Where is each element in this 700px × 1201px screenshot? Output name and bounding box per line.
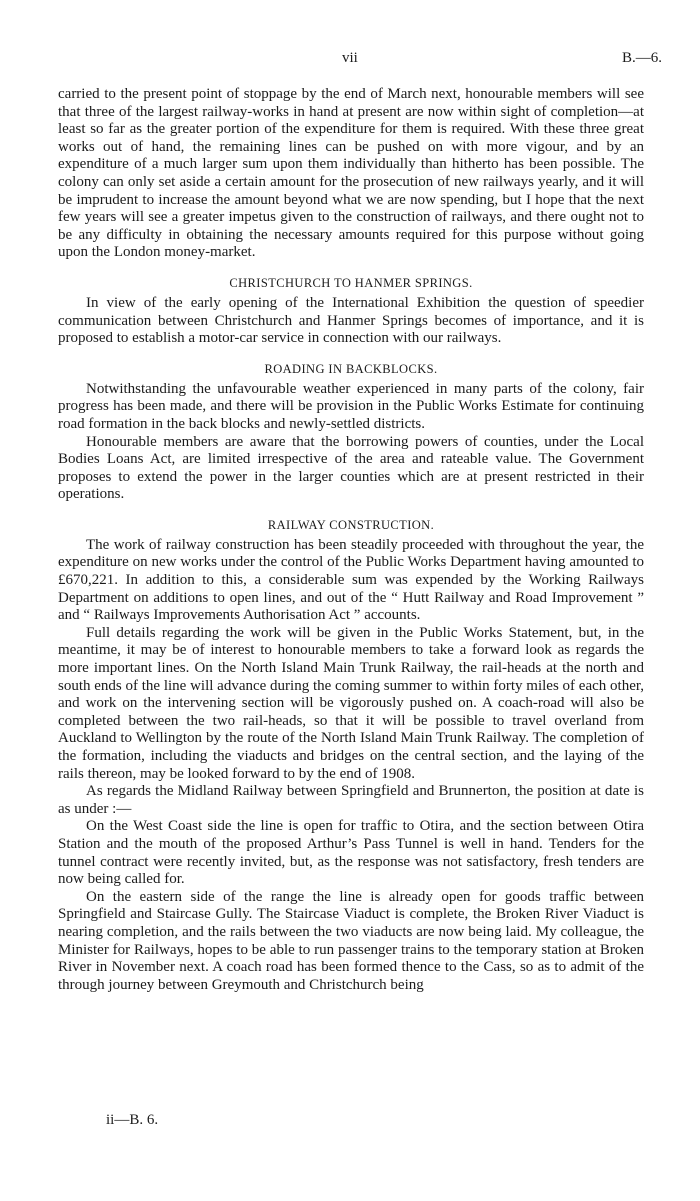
document-ref: B.—6.: [621, 50, 662, 66]
heading-roading-backblocks: ROADING IN BACKBLOCKS.: [264, 361, 438, 376]
paragraph-continuation: carried to the present point of stoppage by the end of March next, honourable members will see that three of the largest railway-works in hand at present are now within sight of completion—at least so far as the greater portion of the expenditure for them is required. With these three great works out of hand, the remaining lines can be pushed on with more vigour, and by an expenditure of a much larger sum upon them individually than hitherto has been possible. The colony can only set aside a certain amount for the prosecution of new railways yearly, and it will be imprudent to increase the amount beyond what we are now spending, but I hope that the next few years will see a greater impetus given to the construction of railways, and there ought not to be any difficulty in obtaining the necessary amounts required for this purpose without going upon the London money-market.: [58, 86, 644, 261]
paragraph-roading: Notwithstanding the unfavourable weather experienced in many parts of the colony, fair progress has been made, and there will be provision in the Public Works Estimate for continuing road formation in the back blocks and newly-settled districts.: [58, 380, 644, 432]
paragraph-west-coast: On the West Coast side the line is open for traffic to Otira, and the section between Otira Station and the mouth of the proposed Arthur’s Pass Tunnel is well in hand. Tenders for the tunnel contract were recently invited, but, as the response was not satisfactory, fresh tenders are now being called for.: [58, 818, 644, 888]
paragraph-hanmer: In view of the early opening of the International Exhibition the question of speedier communication between Christchurch and Hanmer Springs becomes of importance, and it is proposed to establish a motor-car service in connection with our railways.: [58, 294, 644, 347]
paragraph-eastern-side: On the eastern side of the range the line is already open for goods traffic between Springfield and Staircase Gully. The Staircase Viaduct is complete, the Broken River Viaduct is nearing completion, and the rails between the two viaducts are now being laid. My colleague, the Minister for Railways, hopes to be able to run passenger trains to the temporary station at Broken River in November next. A coach road has been formed thence to the Cass, so as to admit of the through journey between Greymouth and Christchurch being: [58, 888, 644, 993]
paragraph-full-details: Full details regarding the work will be given in the Public Works Statement, but, in the meantime, it may be of interest to honourable members to take a forward look as regards the more important lines. On the North Island Main Trunk Railway, the rail-heads at the north and south ends of the line will advance during the coming summer to within forty miles of each other, and work on the intervening section will be vigorously pushed on. A coach-road will also be completed between the two rail-heads, so that it will be possible to travel overland from Auckland to Wellington by the route of the North Island Main Trunk Railway. The completion of the formation, including the viaducts and bridges on the central section, and the laying of the rails thereon, may be looked forward to by the end of 1908.: [58, 624, 644, 782]
paragraph-railway-work: The work of railway construction has been steadily proceeded with throughout the year, the expenditure on new works under the control of the Public Works Department having amounted to £670,221. In addition to this, a considerable sum was expended by the Working Railways Department on additions to open lines, and out of the “ Hutt Railway and Road Improvement ” and “ Railways Improvements Authorisation Act ” accounts.: [58, 536, 644, 624]
paragraph-midland: As regards the Midland Railway between Springfield and Brunnerton, the position at date is as under :—: [58, 783, 644, 817]
paragraph-borrowing: Honourable members are aware that the borrowing powers of counties, under the Local Bodies Loans Act, are limited irrespective of the area and rateable value. The Government proposes to extend the power in the larger counties which are at present restricted in their operations.: [58, 433, 644, 503]
footer-signature: ii—B. 6.: [106, 1112, 159, 1128]
heading-railway-construction: RAILWAY CONSTRUCTION.: [267, 517, 435, 532]
heading-christchurch-hanmer: CHRISTCHURCH TO HANMER SPRINGS.: [229, 275, 473, 290]
page-number: vii: [342, 50, 358, 66]
page-body: [58, 86, 644, 994]
